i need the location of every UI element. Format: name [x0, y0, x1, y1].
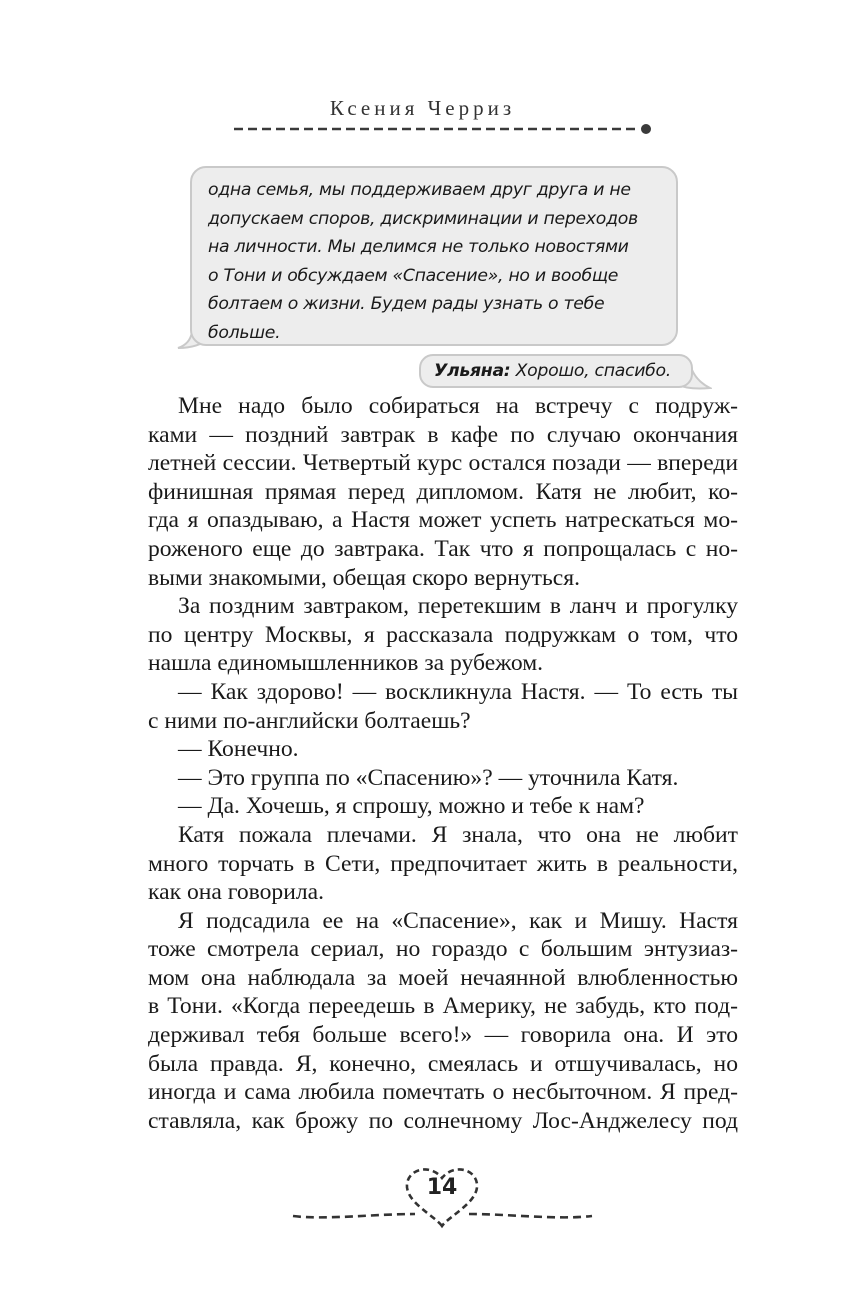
- body-line: много торчать в Сети, предпочитает жить в реальности,: [148, 850, 738, 877]
- reply-author: Ульяна:: [434, 361, 511, 381]
- body-line: гда я опаздываю, а Настя может успеть натрескаться мо-: [148, 507, 738, 534]
- body-text: [148, 392, 738, 1135]
- body-line: роженого еще до завтрака. Так что я попрощалась с но-: [148, 535, 738, 562]
- body-line: как она говорила.: [148, 879, 324, 906]
- body-line: тоже смотрела сериал, но гораздо с большим энтузиаз-: [148, 936, 738, 963]
- body-line: ставляла, как брожу по солнечному Лос-Анджелесу под: [148, 1107, 738, 1134]
- chat-message-line: больше.: [208, 322, 281, 343]
- body-line: была правда. Я, конечно, смеялась и отшучивалась, но: [148, 1050, 738, 1077]
- body-line: Катя пожала плечами. Я знала, что она не любит: [178, 821, 738, 848]
- chat-reply-bubble: [419, 354, 693, 388]
- body-line: по центру Москвы, я рассказала подружкам о том, что: [148, 621, 738, 648]
- body-line: — Конечно.: [178, 736, 299, 763]
- body-line: ками — поздний завтрак в кафе по случаю окончания: [148, 421, 738, 448]
- body-line: держивал тебя больше всего!» — говорила она. И это: [148, 1022, 738, 1049]
- body-line: — Как здорово! — воскликнула Настя. — То есть ты: [178, 678, 738, 705]
- body-line: Мне надо было собираться на встречу с подруж-: [178, 393, 738, 419]
- chat-message-line: одна семья, мы поддерживаем друг друга и не: [208, 180, 631, 200]
- body-line: выми знакомыми, обещая скоро вернуться.: [148, 564, 580, 591]
- reply-text: Хорошо, спасибо.: [510, 361, 671, 381]
- body-line: Я подсадила ее на «Спасение», как и Мишу. Настя: [178, 907, 738, 934]
- body-line: — Это группа по «Спасению»? — уточнила Катя.: [178, 764, 679, 791]
- chat-message-line: на личности. Мы делимся не только новостями: [208, 237, 629, 258]
- running-header-author: Ксения Черриз: [329, 96, 516, 120]
- chat-message-bubble: [190, 166, 678, 346]
- body-line: летней сессии. Четвертый курс остался позади — впереди: [148, 450, 738, 477]
- chat-message-line: допускаем споров, дискриминации и переходов: [208, 208, 638, 229]
- header-dashed-rule: [232, 122, 652, 136]
- chat-message-line: о Тони и обсуждаем «Спасение», но и вообще: [208, 265, 619, 286]
- body-line: с ними по-английски болтаешь?: [148, 707, 471, 734]
- body-line: За поздним завтраком, перетекшим в ланч и прогулку: [178, 593, 738, 620]
- page-number: 14: [426, 1175, 458, 1200]
- body-line: — Да. Хочешь, я спрошу, можно и тебе к нам?: [178, 793, 645, 820]
- body-line: иногда и сама любила помечтать о несбыточном. Я пред-: [148, 1079, 738, 1106]
- body-line: финишная прямая перед дипломом. Катя не любит, ко-: [148, 478, 738, 505]
- body-line: в Тони. «Когда переедешь в Америку, не забудь, кто под-: [148, 993, 738, 1020]
- body-line: нашла единомышленников за рубежом.: [148, 650, 544, 677]
- body-line: мом она наблюдала за моей нечаянной влюбленностью: [148, 964, 738, 991]
- chat-message-line: болтаем о жизни. Будем рады узнать о тебе: [208, 294, 605, 315]
